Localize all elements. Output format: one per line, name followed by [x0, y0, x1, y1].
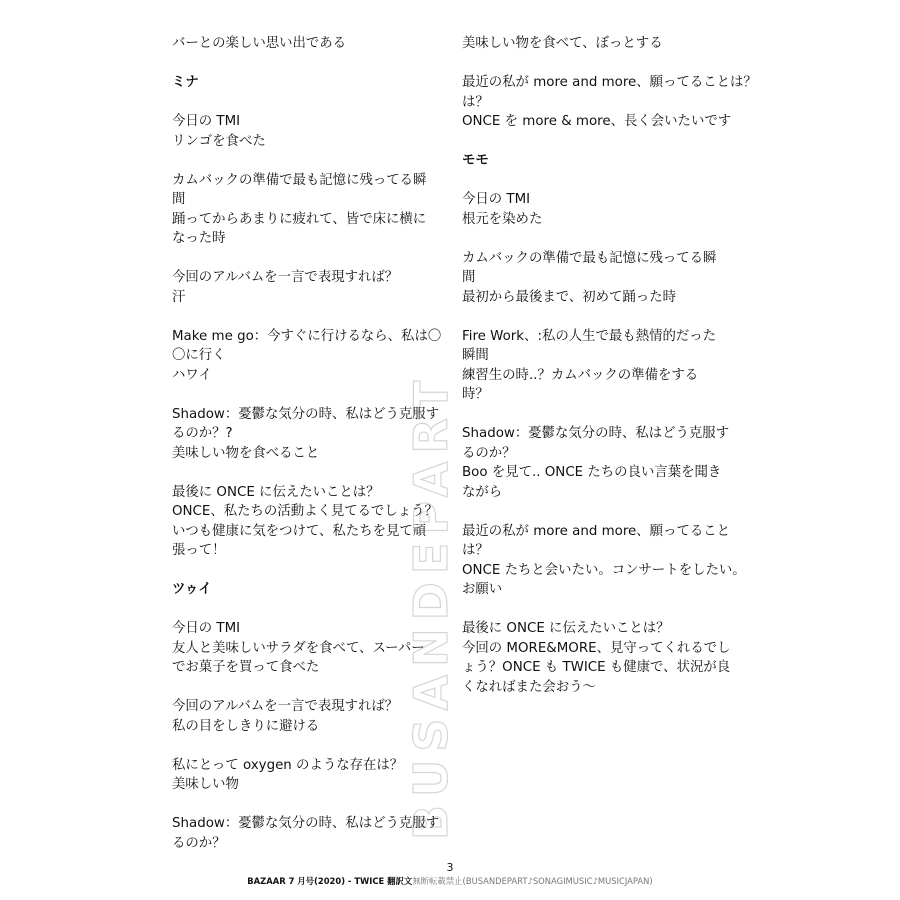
- text-line: ONCE、私たちの活動よく見てるでしょう？: [172, 504, 438, 519]
- blank-line: [172, 736, 452, 756]
- blank-line: [462, 502, 742, 522]
- text-line: 私にとって oxygen のような存在は？: [172, 757, 404, 773]
- watermark-text: BUSANDEPART: [404, 372, 458, 840]
- section-heading: ミナ: [172, 75, 199, 90]
- text-line: るのか？?: [172, 426, 233, 441]
- footer-line: [0, 875, 900, 887]
- blank-line: [172, 307, 452, 327]
- text-line: Shadow：憂鬱な気分の時、私はどう克服す: [462, 426, 730, 441]
- blank-line: [172, 678, 452, 698]
- text-line: いつも健康に気をつけて、私たちを見て頑: [172, 523, 427, 539]
- text-line: 友人と美味しいサラダを食べて、スーパー: [172, 640, 425, 656]
- text-line: 根元を染めた: [462, 211, 543, 227]
- blank-line: [462, 307, 742, 327]
- footer-notice: 無断転載禁止(BUSANDEPART♪SONAGIMUSIC♪MUSICJAPAN): [412, 876, 653, 886]
- text-line: 踊ってからあまりに疲れて、皆で床に横に: [172, 211, 427, 227]
- text-line: お願い: [462, 582, 503, 597]
- blank-line: [462, 229, 742, 249]
- text-line: ょう？ONCE も TWICE も健康で、状況が良: [462, 660, 731, 675]
- left-column: [172, 34, 452, 853]
- text-line: 時？: [462, 387, 489, 402]
- blank-line: [172, 151, 452, 171]
- text-line: 張って！: [172, 543, 226, 558]
- text-line: は？: [462, 94, 489, 110]
- text-line: ながら: [462, 484, 503, 500]
- text-line: 今回のアルバムを一言で表現すれば？: [172, 699, 399, 714]
- blank-line: [172, 249, 452, 269]
- text-line: は？: [462, 543, 489, 558]
- page-number: 3: [446, 861, 454, 874]
- text-line: カムバックの準備で最も記憶に残ってる瞬: [172, 172, 427, 188]
- text-line: 〇に行く: [172, 348, 226, 363]
- blank-line: [172, 463, 452, 483]
- text-line: 最近の私が more and more、願ってることは？: [462, 75, 757, 90]
- text-line: 今日の TMI: [172, 621, 241, 636]
- text-line: Shadow：憂鬱な気分の時、私はどう克服す: [172, 406, 440, 422]
- blank-line: [462, 405, 742, 425]
- blank-line: [462, 132, 742, 152]
- blank-line: [172, 600, 452, 620]
- text-line: 今日の TMI: [172, 114, 241, 129]
- text-line: ハワイ: [172, 367, 212, 383]
- blank-line: [172, 93, 452, 113]
- text-line: 今回のアルバムを一言で表現すれば？: [172, 270, 399, 285]
- text-line: リンゴを食べた: [172, 133, 266, 149]
- text-line: Boo を見て.. ONCE たちの良い言葉を聞き: [462, 465, 722, 480]
- text-line: 今日の TMI: [462, 192, 531, 207]
- text-line: くなればまた会おう〜: [462, 679, 596, 695]
- blank-line: [462, 600, 742, 620]
- text-line: カムバックの準備で最も記憶に残ってる瞬: [462, 250, 717, 266]
- text-line: でお菓子を買って食べた: [172, 660, 320, 675]
- blank-line: [172, 385, 452, 405]
- text-line: 最後に ONCE に伝えたいことは？: [462, 621, 670, 636]
- text-line: るのか？: [172, 835, 226, 851]
- right-column: [462, 34, 757, 697]
- text-line: るのか？: [462, 445, 516, 461]
- text-line: バーとの楽しい思い出である: [172, 36, 347, 51]
- text-line: 美味しい物を食べて、ぼっとする: [462, 36, 663, 51]
- text-line: 私の目をしきりに避ける: [172, 718, 320, 734]
- text-line: 汗: [172, 289, 186, 305]
- blank-line: [462, 171, 742, 191]
- text-line: 練習生の時..？カムバックの準備をする: [462, 367, 699, 383]
- text-line: 間: [172, 192, 186, 207]
- blank-line: [172, 795, 452, 815]
- section-heading: ツゥイ: [172, 582, 212, 597]
- text-line: 最近の私が more and more、願ってること: [462, 523, 731, 539]
- text-line: 瞬間: [462, 348, 489, 363]
- text-line: Fire Work、:私の人生で最も熱情的だった: [462, 328, 717, 344]
- footer-title: BAZAAR 7 月号(2020) - TWICE 翻訳文: [247, 876, 413, 886]
- text-line: Make me go：今すぐに行けるなら、私は〇: [172, 328, 442, 344]
- text-line: ONCE を more & more、長く会いたいです: [462, 114, 732, 129]
- text-line: 最後に ONCE に伝えたいことは？: [172, 484, 380, 500]
- text-line: 今回の MORE&MORE、見守ってくれるでし: [462, 640, 731, 656]
- text-line: 間: [462, 270, 476, 285]
- blank-line: [172, 561, 452, 581]
- text-line: なった時: [172, 231, 226, 246]
- text-line: 美味しい物を食べること: [172, 445, 320, 461]
- text-line: ONCE たちと会いたい。コンサートをしたい。: [462, 562, 746, 578]
- blank-line: [172, 54, 452, 74]
- text-line: 美味しい物: [172, 777, 239, 792]
- text-line: 最初から最後まで、初めて踊った時: [462, 289, 676, 305]
- section-heading: モモ: [462, 153, 489, 168]
- text-line: Shadow：憂鬱な気分の時、私はどう克服す: [172, 816, 440, 831]
- blank-line: [462, 54, 742, 74]
